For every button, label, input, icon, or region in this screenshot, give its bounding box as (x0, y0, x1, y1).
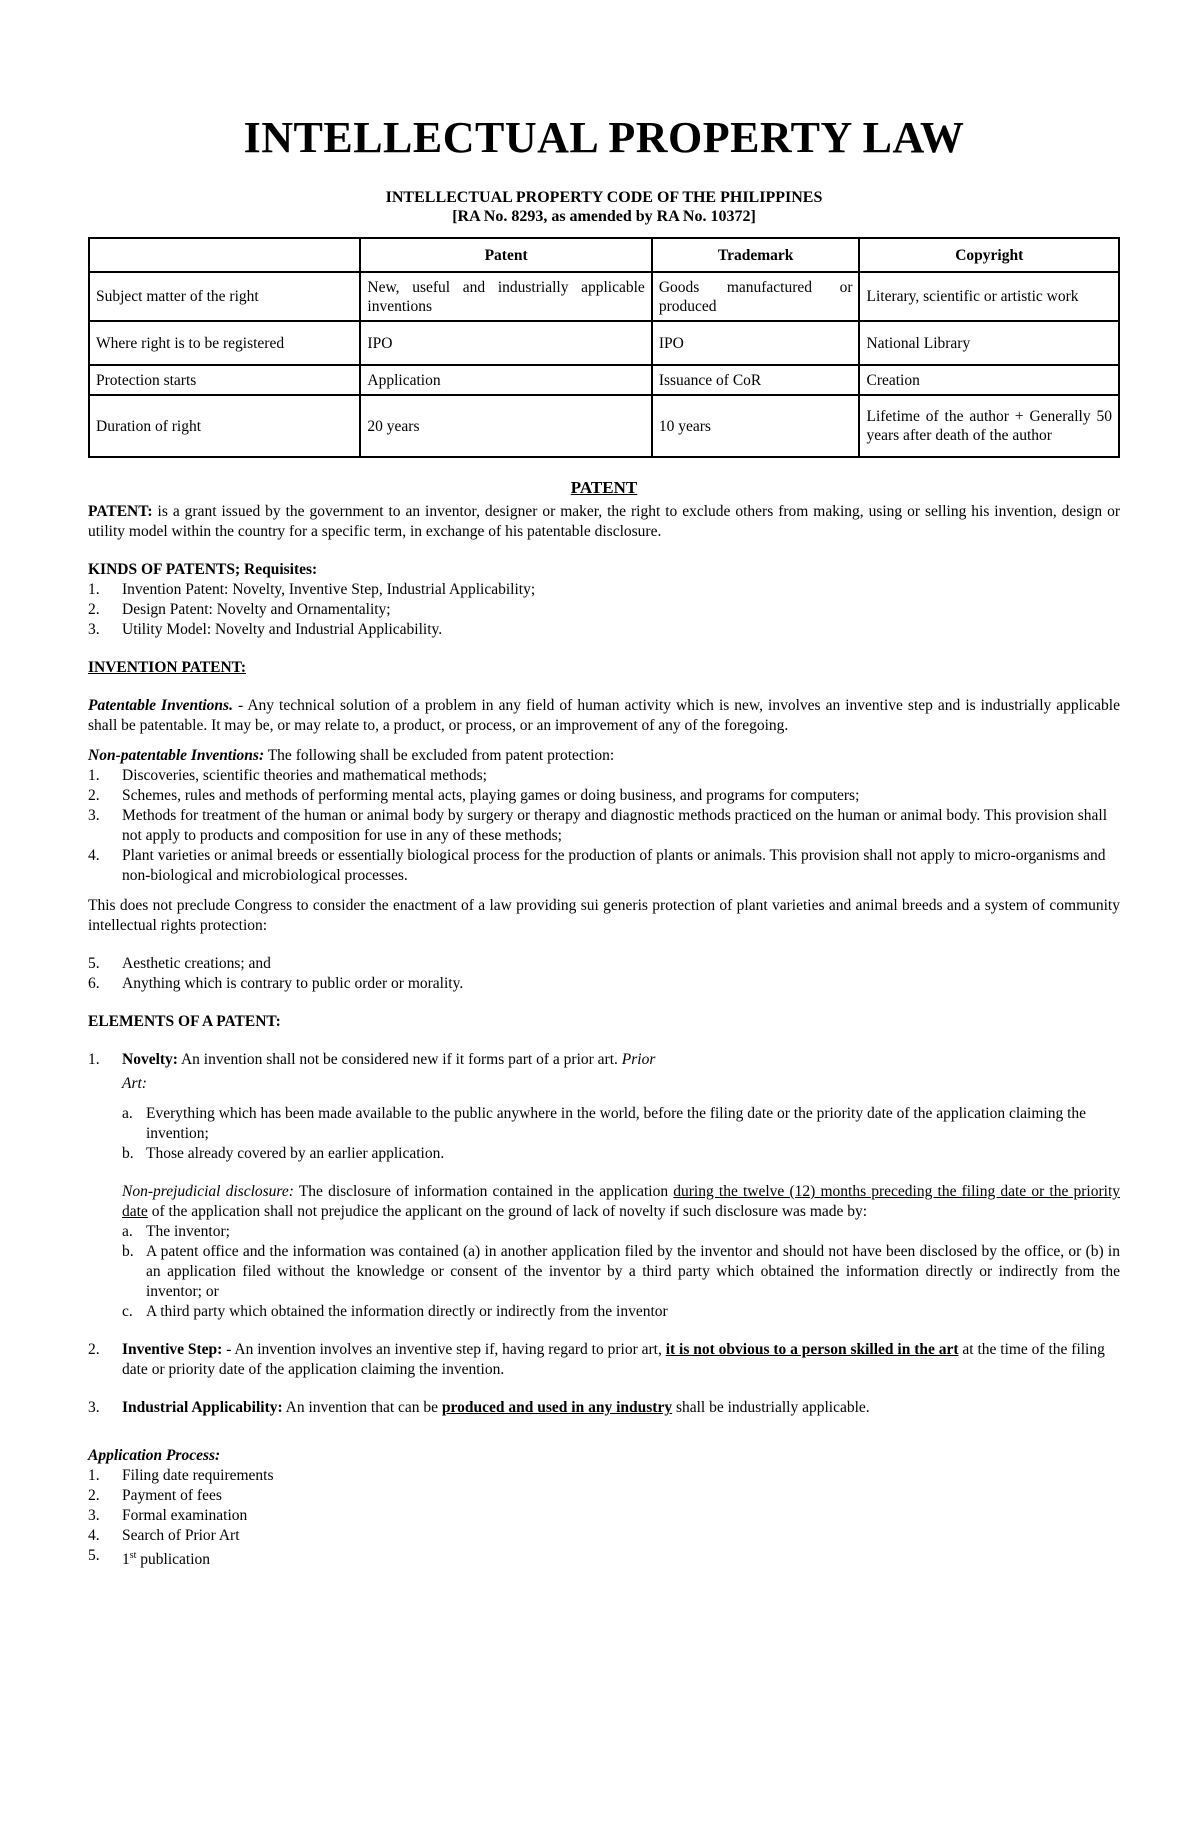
list-item: b. Those already covered by an earlier application. (122, 1145, 445, 1162)
table-cell: 10 years (652, 395, 860, 457)
list-item: 4. Plant varieties or animal breeds or essentially biological process for the production of plants or animals. This provision shall not apply to micro-organisms and non-biological and microbiological processes. (88, 847, 1106, 884)
document-body (88, 478, 1120, 1570)
preclude-paragraph: This does not preclude Congress to consider the enactment of a law providing sui generis protection of plant varieties and animal breeds and a system of community intellectual rights protection: (88, 897, 1120, 934)
code-title: INTELLECTUAL PROPERTY CODE OF THE PHILIPPINES (385, 189, 823, 206)
list-item: 1. Discoveries, scientific theories and mathematical methods; (88, 767, 487, 784)
list-item: 2. Payment of fees (88, 1487, 222, 1504)
table-cell: Where right is to be registered (89, 321, 360, 365)
table-cell: Subject matter of the right (89, 272, 360, 321)
table-row (89, 395, 1119, 457)
document-title: INTELLECTUAL PROPERTY LAW (243, 113, 965, 162)
table-cell: Goods manufactured or produced (652, 272, 860, 321)
table-cell: New, useful and industrially applicable inventions (360, 272, 651, 321)
application-process-heading: Application Process: (88, 1447, 221, 1464)
non-prejudicial-disclosure: Non-prejudicial disclosure: The disclosure of information contained in the application during the twelve (12) months preceding the filing date or the priority date of the application shall not prejudice the applicant on the ground of lack of novelty if such disclosure was made by: (122, 1183, 1121, 1220)
table-cell: Protection starts (89, 365, 360, 395)
prior-art-label: Art: (122, 1075, 147, 1092)
table-cell: Duration of right (89, 395, 360, 457)
kinds-heading: KINDS OF PATENTS; Requisites: (88, 561, 318, 578)
table-row (89, 321, 1119, 365)
table-cell: 20 years (360, 395, 651, 457)
table-cell: Literary, scientific or artistic work (859, 272, 1119, 321)
list-item: 3. Formal examination (88, 1507, 248, 1524)
invention-patent-heading: INVENTION PATENT: (88, 659, 247, 676)
list-item: 6. Anything which is contrary to public order or morality. (88, 975, 464, 992)
novelty-item: 1. Novelty: An invention shall not be considered new if it forms part of a prior art. Prior (88, 1051, 656, 1068)
non-patentable-inventions: Non-patentable Inventions: The following shall be excluded from patent protection: (88, 747, 615, 764)
list-item: a. Everything which has been made available to the public anywhere in the world, before the filing date or the priority date of the application claiming the invention; (122, 1105, 1087, 1142)
list-item: c. A third party which obtained the information directly or indirectly from the inventor (122, 1303, 668, 1320)
code-reference: [RA No. 8293, as amended by RA No. 10372] (452, 208, 756, 225)
table-header-row (89, 238, 1119, 272)
inventive-step-item: 2. Inventive Step: - An invention involves an inventive step if, having regard to prior art, it is not obvious to a person skilled in the art at the time of the filing date or priority date of the application claiming the invention. (88, 1341, 1105, 1378)
list-item: 5. Aesthetic creations; and (88, 955, 271, 972)
patent-heading: PATENT (570, 478, 638, 497)
table-header-cell (89, 238, 360, 272)
list-item: a. The inventor; (122, 1223, 230, 1240)
patent-definition-label: PATENT: (88, 503, 153, 520)
table-cell: IPO (652, 321, 860, 365)
list-item: b. A patent office and the information was contained (a) in another application filed by the inventor and should not have been disclosed by the office, or (b) in an application filed without the knowledge or consent of the inventor by a third party which obtained the information directly or indirectly from the inventor; or (122, 1243, 1120, 1300)
table-header-cell: Copyright (859, 238, 1119, 272)
industrial-applicability-item: 3. Industrial Applicability: An invention that can be produced and used in any industry shall be industrially applicable. (88, 1399, 870, 1416)
list-item: 1. Invention Patent: Novelty, Inventive Step, Industrial Applicability; (88, 581, 536, 598)
list-item: 3. Utility Model: Novelty and Industrial Applicability. (88, 621, 443, 638)
table-cell: Issuance of CoR (652, 365, 860, 395)
elements-heading: ELEMENTS OF A PATENT: (88, 1013, 281, 1030)
table-cell: IPO (360, 321, 651, 365)
table-cell: National Library (859, 321, 1119, 365)
table-row (89, 272, 1119, 321)
list-item: 3. Methods for treatment of the human or animal body by surgery or therapy and diagnostic methods practiced on the human or animal body. This provision shall not apply to products and composition for use in any of these methods; (88, 807, 1108, 844)
table-header-cell: Patent (360, 238, 651, 272)
list-item: 4. Search of Prior Art (88, 1527, 240, 1544)
table-row (89, 365, 1119, 395)
list-item: 2. Design Patent: Novelty and Ornamentality; (88, 601, 391, 618)
comparison-table (88, 237, 1120, 458)
table-cell: Lifetime of the author + Generally 50 years after death of the author (859, 395, 1119, 457)
patent-definition (88, 502, 1120, 542)
list-item: 1. Filing date requirements (88, 1467, 274, 1484)
table-header-cell: Trademark (652, 238, 860, 272)
list-item: 2. Schemes, rules and methods of performing mental acts, playing games or doing business, and programs for computers; (88, 787, 860, 804)
list-item: 5. 1st publication (88, 1547, 211, 1569)
table-cell: Application (360, 365, 651, 395)
table-cell: Creation (859, 365, 1119, 395)
patentable-inventions: Patentable Inventions. - Any technical solution of a problem in any field of human activity which is new, involves an inventive step and is industrially applicable shall be patentable. It may be, or may relate to, a product, or process, or an improvement of any of the foregoing. (88, 697, 1120, 734)
patent-definition-text: is a grant issued by the government to an inventor, designer or maker, the right to exclude others from making, using or selling his invention, design or utility model within the country for a specific term, in exchange of his patentable disclosure. (88, 503, 1120, 540)
